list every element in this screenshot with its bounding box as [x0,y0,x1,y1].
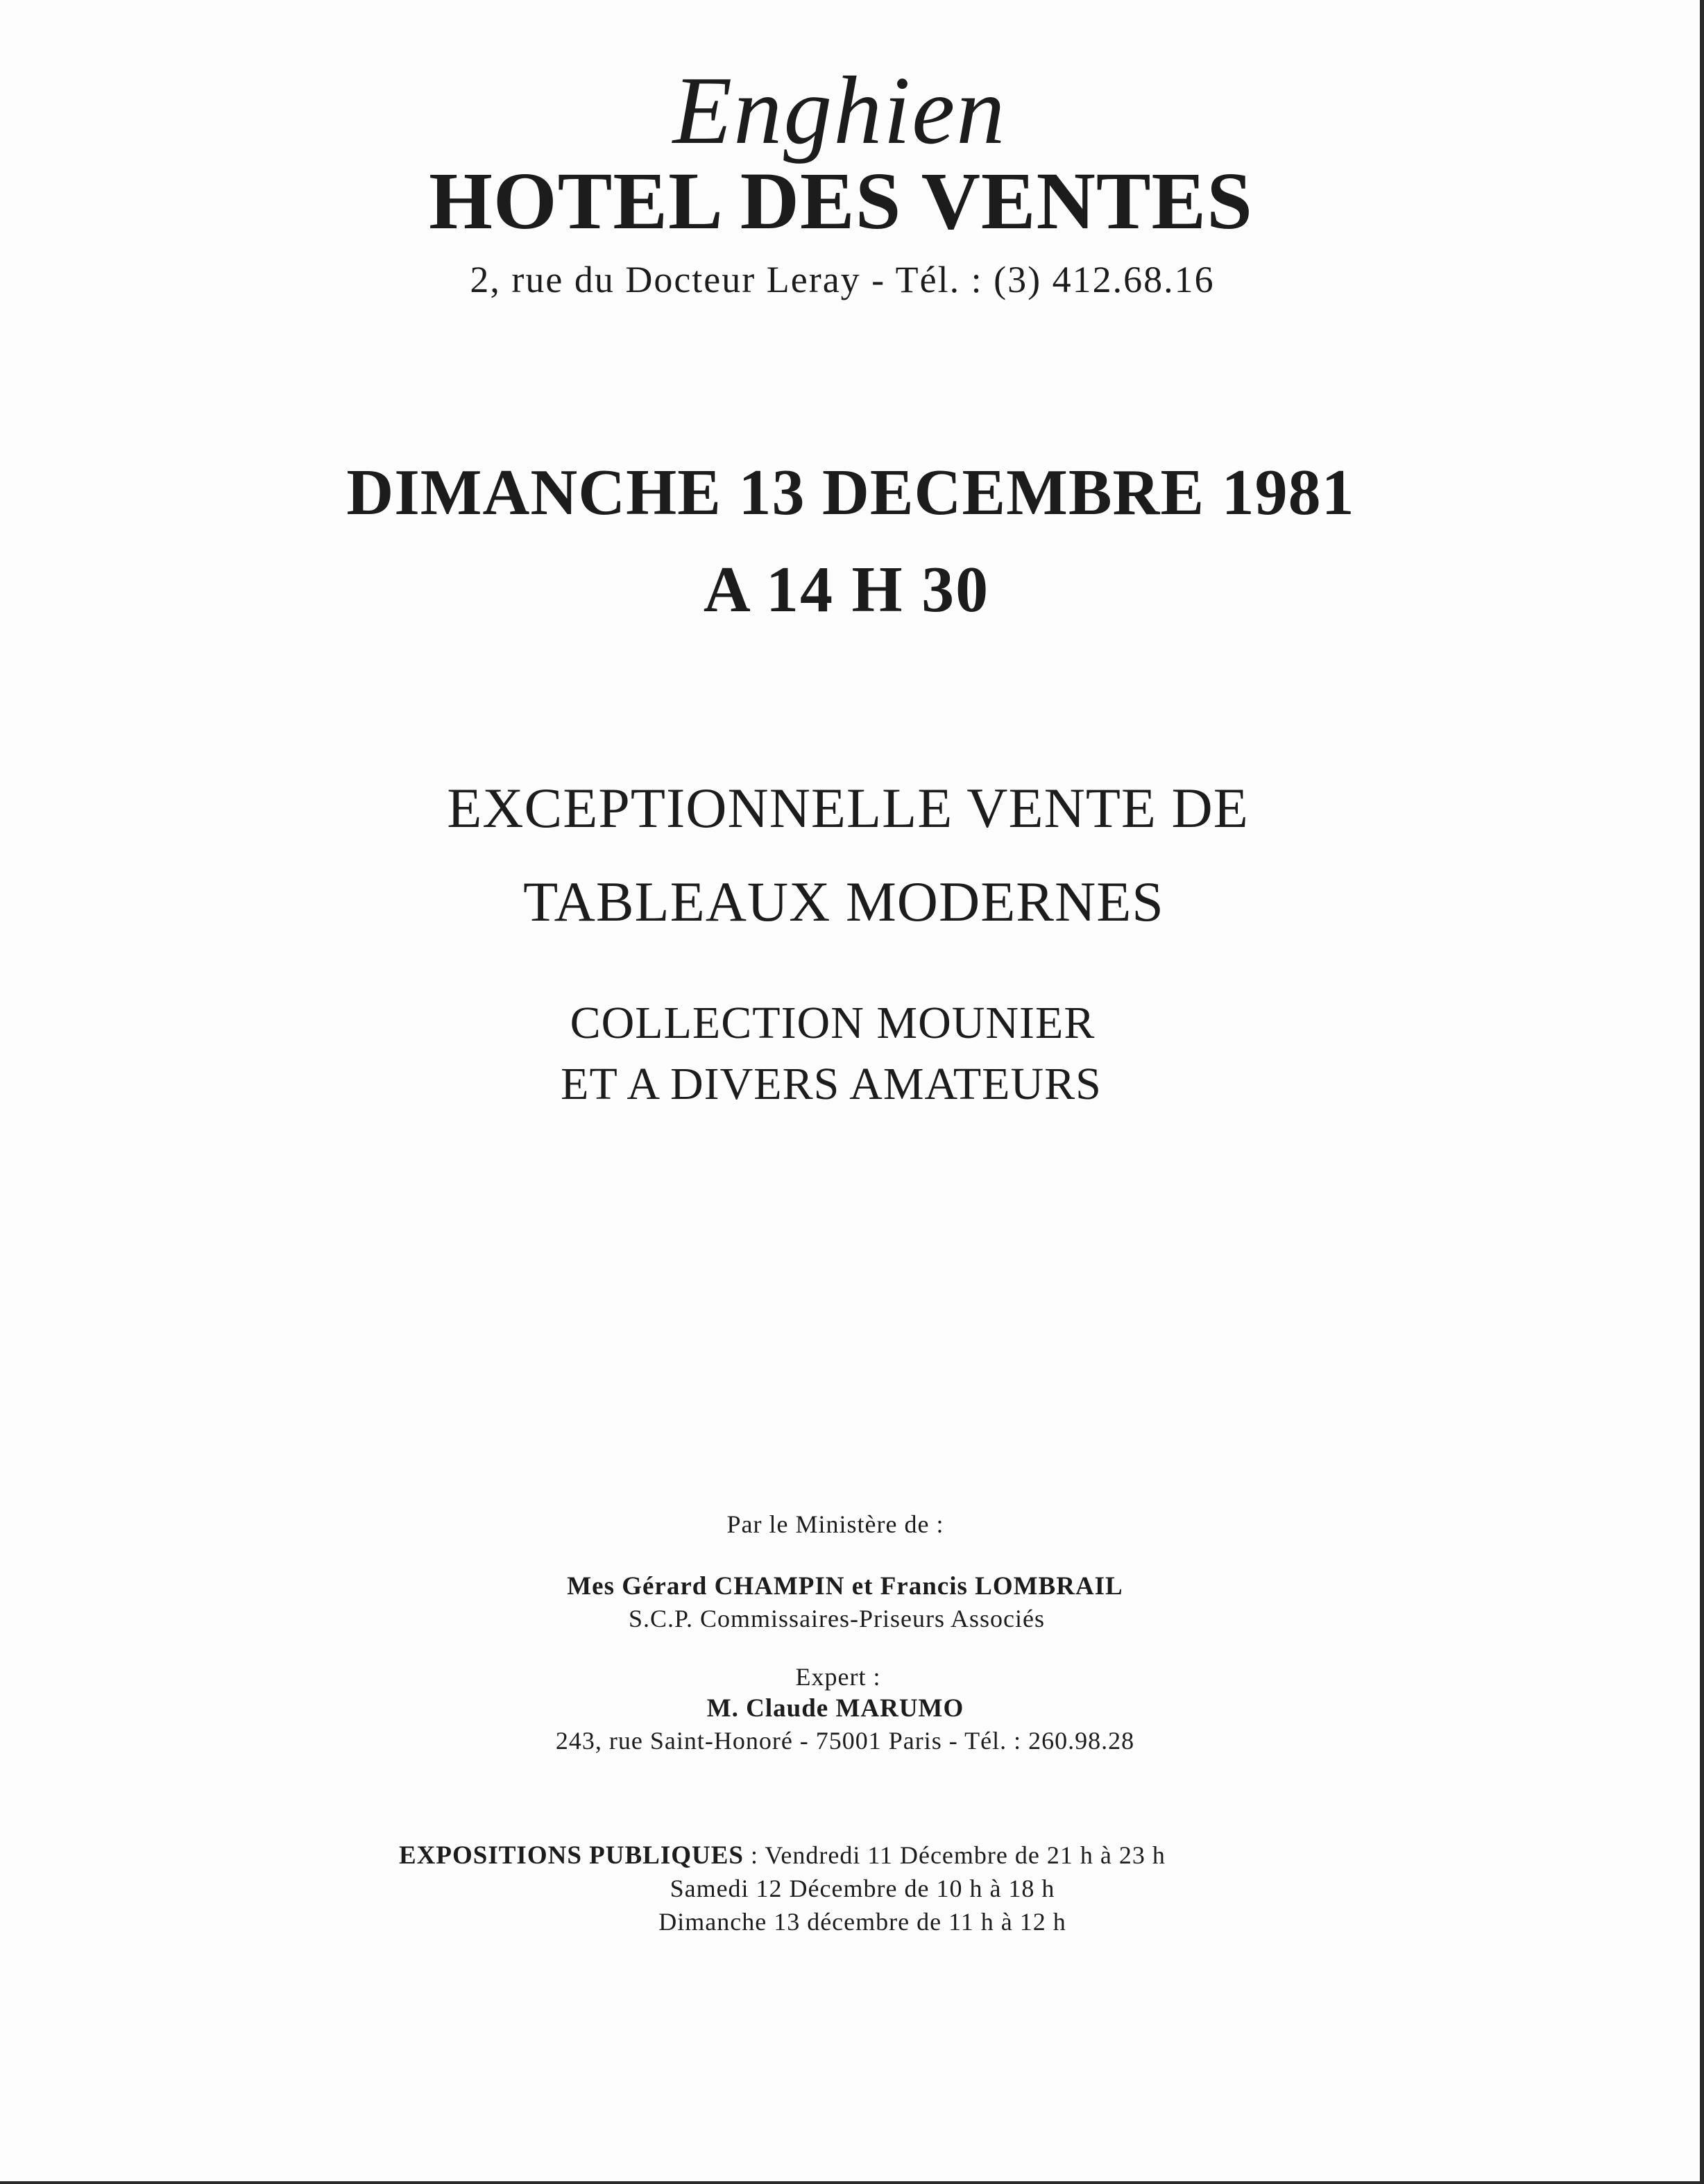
exhibition-session: Samedi 12 Décembre de 10 h à 18 h [670,1875,1055,1902]
expert-label: Expert : [795,1663,881,1691]
sale-time: A 14 H 30 [703,554,990,626]
exhibition-session: Dimanche 13 décembre de 11 h à 12 h [658,1908,1066,1936]
exhibition-session: Vendredi 11 Décembre de 21 h à 23 h [765,1841,1166,1869]
expert-name: M. Claude MARUMO [706,1694,964,1723]
collection-line2: ET A DIVERS AMATEURS [561,1059,1102,1109]
ministere-label: Par le Ministère de : [726,1510,944,1538]
exhibitions-row-2 [0,1872,1704,1905]
sale-title-line2: TABLEAUX MODERNES [523,870,1164,933]
venue-address: 2, rue du Docteur Leray - Tél. : (3) 412.68.16 [470,259,1215,300]
collection-line1: COLLECTION MOUNIER [570,998,1096,1048]
auctioneers-names: Mes Gérard CHAMPIN et Francis LOMBRAIL [567,1572,1123,1601]
venue-title: HOTEL DES VENTES [429,155,1253,246]
sale-title-line1: EXCEPTIONNELLE VENTE DE [447,776,1249,839]
exhibitions-row-3 [0,1905,1704,1938]
exhibitions-separator: : [744,1841,765,1869]
expert-address: 243, rue Saint-Honoré - 75001 Paris - Tél. : 260.98.28 [555,1727,1135,1755]
auctioneers-firm: S.C.P. Commissaires-Priseurs Associés [628,1605,1046,1632]
exhibitions-label: EXPOSITIONS PUBLIQUES [399,1841,744,1870]
exhibitions-row-1 [399,1839,1166,1872]
sale-date: DIMANCHE 13 DECEMBRE 1981 [346,457,1355,529]
brand-name: Enghien [672,57,1007,164]
